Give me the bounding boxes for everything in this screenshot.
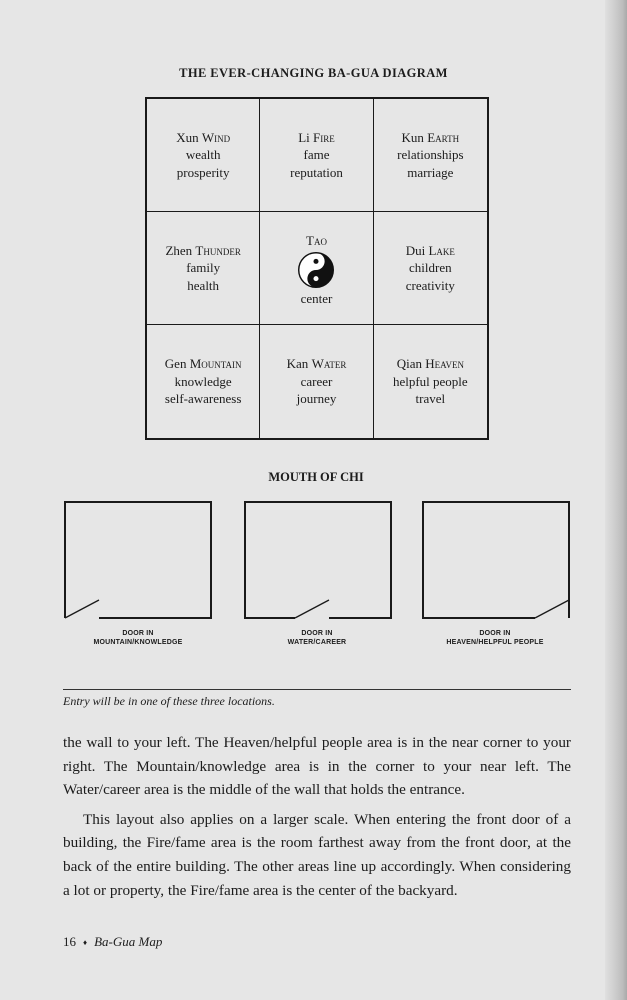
- cell-kan-water: [260, 325, 373, 438]
- cell-line: prosperity: [176, 164, 230, 180]
- cell-line: travel: [415, 391, 446, 407]
- door-label-line: DOOR IN: [301, 630, 333, 637]
- page-edge-shadow: [605, 0, 627, 1000]
- cell-xun-wind: [147, 99, 260, 212]
- room-door-middle-diagram: [243, 500, 393, 620]
- body-text: [63, 731, 571, 902]
- page-number: 16: [63, 934, 76, 949]
- cell-line: wealth: [185, 147, 221, 163]
- cell-element: Thunder: [195, 242, 241, 258]
- door-label-line: DOOR IN: [479, 630, 511, 637]
- cell-line: journey: [296, 391, 337, 407]
- cell-name: Dui: [405, 242, 426, 258]
- cell-name: Xun: [176, 129, 199, 145]
- door-label-line: MOUNTAIN/KNOWLEDGE: [93, 638, 183, 646]
- paragraph: This layout also applies on a larger scale. When entering the front door of a building, the Fire/fame area is the room farthest away from the front door, at the back of the entire building. The other areas line up accordingly. When considering a lot or property, the Fire/fame area is the center of the backyard.: [63, 810, 571, 899]
- door-label-mountain: [43, 630, 233, 647]
- cell-gen-mountain: [147, 325, 260, 438]
- cell-qian-heaven: [374, 325, 487, 438]
- door-label-heaven: [400, 630, 590, 647]
- cell-kun-earth: [374, 99, 487, 212]
- cell-name: Gen: [164, 356, 187, 372]
- cell-tao-center: [260, 212, 373, 325]
- bagua-grid: [145, 97, 489, 440]
- room-door-left-diagram: [63, 500, 213, 620]
- cell-element: Wind: [201, 129, 231, 145]
- cell-line: helpful people: [392, 373, 468, 389]
- diamond-separator-icon: ♦: [83, 938, 88, 947]
- page-footer: [63, 934, 162, 950]
- cell-li-fire: [260, 99, 373, 212]
- cell-line: knowledge: [174, 373, 232, 389]
- cell-element: Mountain: [189, 356, 242, 372]
- door-label-water: [222, 630, 412, 647]
- cell-line: career: [300, 373, 333, 389]
- cell-element: Earth: [427, 129, 460, 145]
- cell-name: Li: [298, 129, 310, 145]
- cell-line: center: [300, 290, 333, 306]
- figure-caption: Entry will be in one of these three locations.: [63, 694, 275, 708]
- cell-line: creativity: [405, 277, 455, 293]
- cell-element: Heaven: [425, 356, 464, 372]
- cell-dui-lake: [374, 212, 487, 325]
- door-label-line: DOOR IN: [122, 630, 154, 637]
- cell-element: Lake: [428, 242, 455, 258]
- cell-line: reputation: [290, 164, 343, 180]
- yin-yang-icon: [298, 252, 334, 288]
- cell-line: fame: [303, 147, 330, 163]
- cell-element: Tao: [306, 233, 327, 248]
- caption-rule: [63, 689, 571, 690]
- cell-line: children: [409, 260, 452, 276]
- door-label-line: WATER/CAREER: [287, 638, 347, 646]
- cell-name: Qian: [396, 356, 422, 372]
- cell-line: self-awareness: [164, 391, 242, 407]
- paragraph: the wall to your left. The Heaven/helpful people area is in the near corner to your right. The Mountain/knowledge area is in the corner to your near left. The Water/career area is the middle of the wall that holds the entrance.: [63, 734, 571, 799]
- cell-element: Water: [311, 356, 347, 372]
- room-door-right-diagram: [421, 500, 571, 620]
- cell-zhen-thunder: [147, 212, 260, 325]
- mouth-of-chi-title: MOUTH OF CHI: [268, 470, 364, 484]
- cell-name: Zhen: [165, 242, 193, 258]
- cell-name: Kun: [401, 129, 424, 145]
- cell-line: health: [187, 277, 220, 293]
- cell-name: Kan: [286, 356, 309, 372]
- cell-element: Fire: [313, 129, 335, 145]
- door-label-line: HEAVEN/HELPFUL PEOPLE: [446, 638, 544, 646]
- diagram-title: THE EVER-CHANGING BA-GUA DIAGRAM: [179, 66, 448, 80]
- running-title: Ba-Gua Map: [94, 934, 163, 949]
- cell-line: relationships: [397, 147, 464, 163]
- cell-line: family: [186, 260, 221, 276]
- cell-line: marriage: [407, 164, 454, 180]
